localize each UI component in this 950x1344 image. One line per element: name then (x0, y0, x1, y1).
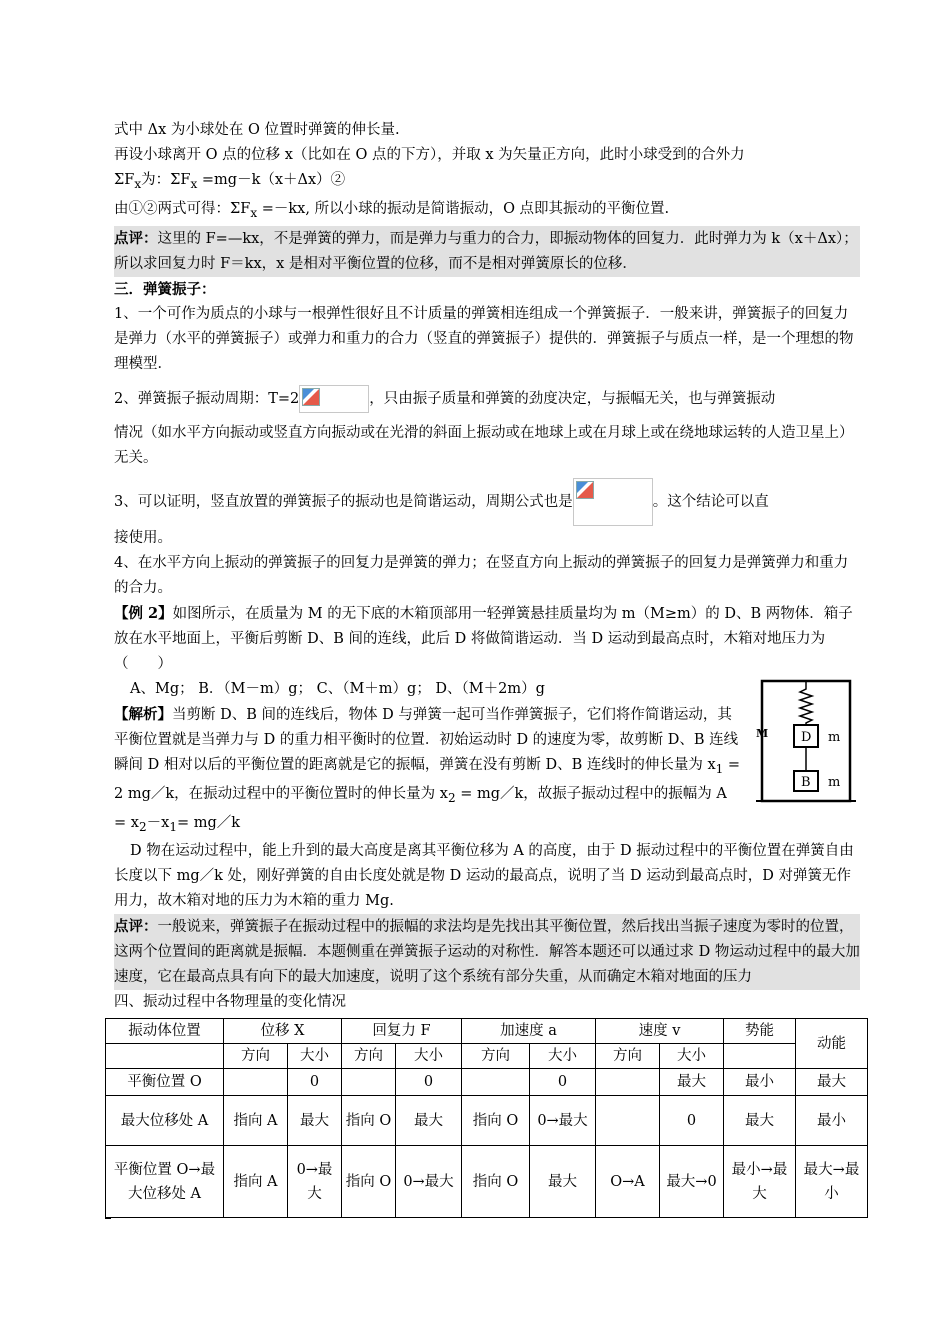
table-cell: 最小 (724, 1069, 796, 1096)
table-cell (106, 1044, 224, 1069)
table-subheader-cell: 方向 (342, 1044, 396, 1069)
paragraph: 1、一个可作为质点的小球与一根弹性很好且不计质量的弹簧相连组成一个弹簧振子．一般来讲，弹簧振子的回复力是弹力（水平的弹簧振子）或弹力和重力的合力（竖直的弹簧振子）提供的．弹簧振子与质点一样，是一个理想的物理模型． (114, 305, 854, 372)
fig-label-m1: m (828, 729, 841, 745)
table-cell: 最大 (288, 1096, 342, 1146)
table-header-cell: 动能 (796, 1019, 868, 1069)
paragraph: 2、弹簧振子振动周期：T=2 ，只由振子质量和弹簧的劲度决定，与振幅无关，也与弹簧振动 (114, 384, 860, 414)
fig-label-m2: m (828, 774, 841, 790)
table-row (106, 1069, 868, 1096)
table-cell: 0 (660, 1096, 724, 1146)
table-cell: 指向 A (224, 1146, 288, 1218)
table-header-cell: 加速度 a (462, 1019, 596, 1044)
table-cell: 最大→0 (660, 1146, 724, 1218)
table-cell (724, 1044, 796, 1069)
table-cell (596, 1096, 660, 1146)
comment-label: 点评： (114, 229, 158, 247)
table-cell: 指向 O (342, 1146, 396, 1218)
table-cell: 0→最大 (530, 1096, 596, 1146)
paragraph: 3、可以证明，竖直放置的弹簧振子的振动也是简谐运动，周期公式也是 。这个结论可以直 (114, 478, 860, 526)
table-header-cell: 势能 (724, 1019, 796, 1044)
table-cell: 0 (288, 1069, 342, 1096)
paragraph: 接使用。 (114, 529, 172, 546)
table-cell: 平衡位置 O (106, 1069, 224, 1096)
table-cell: 指向 O (462, 1146, 530, 1218)
text-line: 式中 Δx 为小球处在 O 位置时弹簧的伸长量. (114, 122, 400, 138)
example-question: 【例 2】如图所示，在质量为 M 的无下底的木箱顶部用一轻弹簧悬挂质量均为 m（M≥m）的 D、B 两物体．箱子放在水平地面上，平衡后剪断 D、B 间的连线，此后 D 将做简谐运动．当 D 运动到最高点时，木箱对地压力为（ ） (114, 604, 853, 672)
table-cell (224, 1069, 288, 1096)
table-header-cell: 回复力 F (342, 1019, 462, 1044)
options-line: A、Mg； B．（M－m）g； C、（M＋m）g； D、（M＋2m）g (130, 680, 545, 697)
table-cell: O→A (596, 1146, 660, 1218)
table-cell: 最大 (530, 1146, 596, 1218)
table-cell: 最大 (796, 1069, 868, 1096)
table-header-cell: 速度 v (596, 1019, 724, 1044)
formula-image-icon (299, 385, 369, 413)
document-body (114, 118, 860, 1015)
table-cell: 最大 (660, 1069, 724, 1096)
table-cell: 最大 (396, 1096, 462, 1146)
spring-box-figure (756, 679, 856, 805)
text-line: 由①②两式可得：$\Sigma F_x =-kx$, 所以小球的振动是简谐振动，O 点即其振动的平衡位置. (114, 200, 670, 220)
analysis-text: 【解析】当剪断 D、B 间的连线后，物体 D 与弹簧一起可当作弹簧振子，它们将作简谐运动，其平衡位置就是当弹力与 D 的重力相平衡时的位置．初始运动时 D 的速度为零，故剪断 D、B 连线瞬间 D 相对以后的平衡位置的距离就是它的振幅，弹簧在没有剪断 D、B 连线时的伸长量为 $x_1 = 2$ mg／k，在振动过程中的平衡位置时的伸长量为 $x_2$ = mg／k，故振子振动过程中的振幅为 $A = x_2-x_1=$ mg／k (114, 705, 741, 834)
text-line: 再设小球离开 O 点的位移 x（比如在 O 点的下方），并取 x 为矢量正方向，此时小球受到的合外力 (114, 147, 745, 163)
table-subheader-cell: 方向 (596, 1044, 660, 1069)
table-cell: 0→最大 (288, 1146, 342, 1218)
table-cell (462, 1069, 530, 1096)
comment-block: 点评：一般说来，弹簧振子在振动过程中的振幅的求法均是先找出其平衡位置，然后找出当振子速度为零时的位置，这两个位置间的距离就是振幅．本题侧重在弹簧振子运动的对称性．解答本题还可以通过求 D 物运动过程中的最大加速度，它在最高点具有向下的最大加速度，说明了这个系统有部分失重，从而确定木箱对地面的压力 (114, 914, 860, 990)
section-heading: 四、振动过程中各物理量的变化情况 (114, 994, 346, 1011)
table-header-row (106, 1019, 868, 1044)
table-subheader-cell: 方向 (224, 1044, 288, 1069)
fig-label-B: B (801, 774, 811, 790)
table-cell (342, 1069, 396, 1096)
table-cell: 0→最大 (396, 1146, 462, 1218)
table-cell (596, 1069, 660, 1096)
section-heading: 三．弹簧振子： (114, 280, 216, 298)
fig-label-M: M (756, 726, 769, 740)
table-subheader-cell: 大小 (396, 1044, 462, 1069)
table-subheader-cell: 大小 (660, 1044, 724, 1069)
formula-image-icon (573, 478, 653, 526)
table-cell: 0 (396, 1069, 462, 1096)
comment-label: 点评： (114, 918, 158, 936)
paragraph: D 物在运动过程中，能上升到的最大高度是离其平衡位移为 A 的高度，由于 D 振动过程中的平衡位置在弹簧自由长度以下 mg／k 处，刚好弹簧的自由长度处就是物 D 运动的最高点，说明了当 D 运动到最高点时，D 对弹簧无作用力，故木箱对地的压力为木箱的重力 Mg. (114, 843, 854, 910)
table-cell: 0 (530, 1069, 596, 1096)
divider (105, 1218, 111, 1219)
table-subheader-cell: 大小 (530, 1044, 596, 1069)
table-cell: 指向 O (462, 1096, 530, 1146)
table-cell: 指向 A (224, 1096, 288, 1146)
table-cell: 最大位移处 A (106, 1096, 224, 1146)
comment-block: 点评：这里的 F=—kx，不是弹簧的弹力，而是弹力与重力的合力，即振动物体的回复力．此时弹力为 k（x＋Δx）；所以求回复力时 F＝kx，x 是相对平衡位置的位移，而不是相对弹簧原长的位移． (114, 226, 860, 277)
paragraph: 情况（如水平方向振动或竖直方向振动或在光滑的斜面上振动或在地球上或在月球上或在绕地球运转的人造卫星上）无关。 (114, 424, 854, 466)
table-cell: 最大→最小 (796, 1146, 868, 1218)
variation-table (105, 1018, 868, 1218)
table-cell: 最小 (796, 1096, 868, 1146)
table-header-cell: 位移 X (224, 1019, 342, 1044)
text-line: $\Sigma F_x$为：$\Sigma F_x$ =mg－k（x＋Δx）② (114, 172, 346, 191)
table-row (106, 1146, 868, 1218)
table-subheader-cell: 大小 (288, 1044, 342, 1069)
table-cell: 指向 O (342, 1096, 396, 1146)
table-cell: 最小→最大 (724, 1146, 796, 1218)
paragraph: 4、在水平方向上振动的弹簧振子的回复力是弹簧的弹力；在竖直方向上振动的弹簧振子的回复力是弹簧弹力和重力的合力。 (114, 554, 849, 596)
table-cell: 平衡位置 O→最大位移处 A (106, 1146, 224, 1218)
fig-label-D: D (801, 729, 812, 745)
table-header-cell: 振动体位置 (106, 1019, 224, 1044)
analysis-with-figure (114, 677, 860, 840)
table-cell: 最大 (724, 1096, 796, 1146)
table-subheader-cell: 方向 (462, 1044, 530, 1069)
table-row (106, 1096, 868, 1146)
table-subheader-row (106, 1044, 868, 1069)
